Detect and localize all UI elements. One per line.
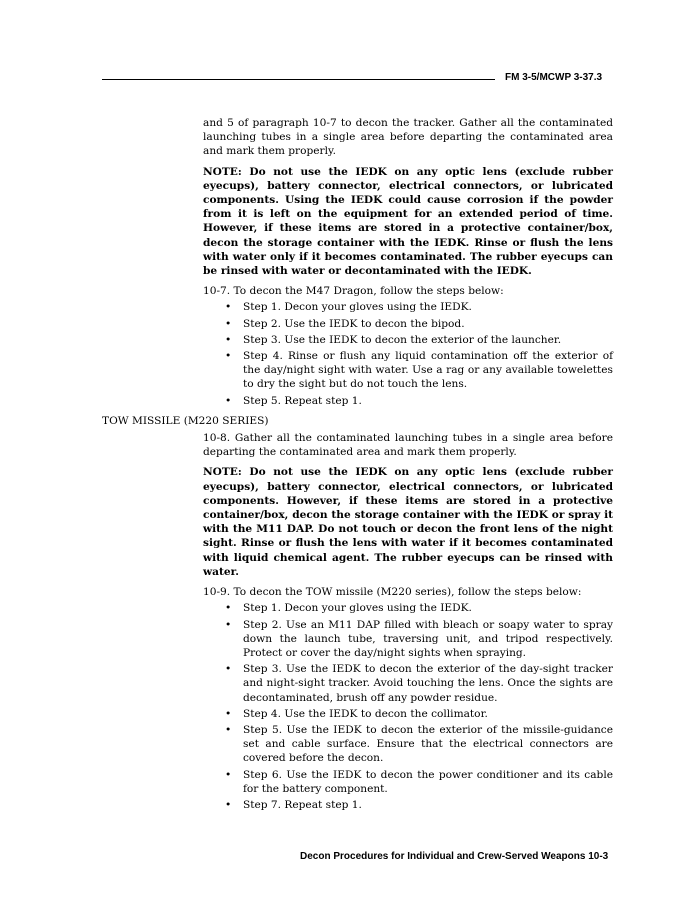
- list-item: • Step 1. Decon your gloves using the IEDK.: [203, 300, 613, 314]
- list-item: • Step 4. Use the IEDK to decon the collimator.: [203, 707, 613, 721]
- intro-paragraph: and 5 of paragraph 10-7 to decon the tracker. Gather all the contaminated launching tubes in a single area before departing the contaminated area and mark them properly.: [203, 117, 613, 158]
- page-footer: Decon Procedures for Individual and Crew-Served Weapons 10-3: [300, 851, 609, 862]
- paragraph-10-8: 10-8. Gather all the contaminated launching tubes in a single area before departing the contaminated area and mark them properly.: [203, 432, 613, 459]
- section-heading-tow-missile: TOW MISSILE (M220 SERIES): [102, 414, 269, 427]
- paragraph-10-7: 10-7. To decon the M47 Dragon, follow the steps below:: [203, 285, 504, 298]
- list-item: • Step 2. Use the IEDK to decon the bipod.: [203, 317, 613, 331]
- paragraph-10-9: 10-9. To decon the TOW missile (M220 series), follow the steps below:: [203, 586, 582, 599]
- list-item: • Step 3. Use the IEDK to decon the exterior of the day-sight tracker and night-sight tracker. Avoid touching the lens. Once the sights are decontaminated, brush off any powder residue.: [203, 662, 613, 705]
- note-tow-optic-lens: NOTE: Do not use the IEDK on any optic lens (exclude rubber eyecups), battery connector, electrical connectors, or lubricated components. However, if these items are stored in a protective container/box, decon the storage container with the IEDK or spray it with the M11 DAP. Do not touch or decon the front lens of the night sight. Rinse or flush the lens with water if it becomes contaminated with liquid chemical agent. The rubber eyecups can be rinsed with water.: [203, 466, 613, 578]
- list-item: • Step 7. Repeat step 1.: [203, 798, 613, 812]
- list-item: • Step 1. Decon your gloves using the IEDK.: [203, 601, 613, 615]
- list-item: • Step 2. Use an M11 DAP filled with bleach or soapy water to spray down the launch tube, traversing unit, and tripod respectively. Protect or cover the day/night sights when spraying.: [203, 618, 613, 661]
- list-item: • Step 6. Use the IEDK to decon the power conditioner and its cable for the battery component.: [203, 768, 613, 796]
- header-rule: [102, 79, 495, 80]
- list-item: • Step 5. Repeat step 1.: [203, 394, 613, 408]
- list-item: • Step 4. Rinse or flush any liquid contamination off the exterior of the day/night sight with water. Use a rag or any available towelettes to dry the sight but do not touch the lens.: [203, 349, 613, 392]
- page-content: [102, 116, 613, 818]
- tow-steps-list: [203, 601, 613, 812]
- list-item: • Step 5. Use the IEDK to decon the exterior of the missile-guidance set and cable surface. Ensure that the electrical connectors are covered before the decon.: [203, 723, 613, 766]
- document-id: FM 3-5/MCWP 3-37.3: [505, 72, 603, 83]
- note-optic-lens: NOTE: Do not use the IEDK on any optic lens (exclude rubber eyecups), battery connector, electrical connectors, or lubricated components. Using the IEDK could cause corrosion if the powder from it is left on the equipment for an extended period of time. However, if these items are stored in a protective container/box, decon the storage container with the IEDK. Rinse or flush the lens with water only if it becomes contaminated. The rubber eyecups can be rinsed with water or decontaminated with the IEDK.: [203, 165, 613, 278]
- dragon-steps-list: [203, 300, 613, 407]
- list-item: • Step 3. Use the IEDK to decon the exterior of the launcher.: [203, 333, 613, 347]
